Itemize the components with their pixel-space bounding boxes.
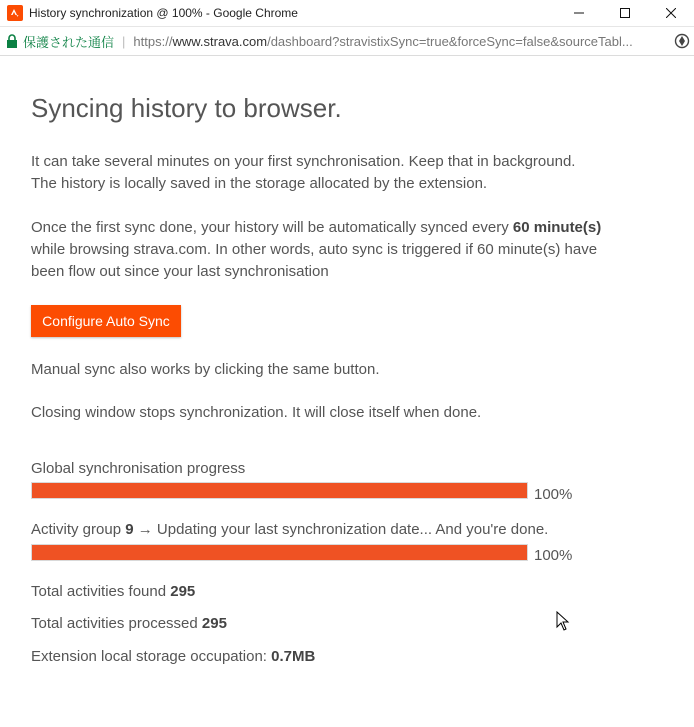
intro-line-2: The history is locally saved in the storage allocated by the extension. <box>31 175 488 192</box>
storage-label: Extension local storage occupation: <box>31 648 272 665</box>
activity-group-status <box>31 519 548 541</box>
extension-icon[interactable] <box>674 33 690 49</box>
storage-value: 0.7MB <box>271 648 316 665</box>
auto-sync-text-2: while browsing strava.com. In other words, auto sync is triggered if 60 minute(s) have been flow out since your last synchronisation <box>31 241 598 280</box>
window-controls <box>556 0 694 26</box>
intro-paragraph <box>31 151 575 195</box>
maximize-icon <box>620 8 630 18</box>
global-progress-fill <box>31 482 528 499</box>
secure-connection-label[interactable]: 保護された通信 <box>23 34 115 50</box>
auto-sync-text-1: Once the first sync done, your history will be automatically synced every <box>31 219 513 236</box>
configure-auto-sync-button[interactable]: Configure Auto Sync <box>31 305 181 337</box>
activity-group-prefix: Activity group <box>31 521 126 538</box>
activity-group-message: → Updating your last synchronization date... And you're done. <box>133 521 549 538</box>
global-progress-label: Global synchronisation progress <box>31 460 246 477</box>
auto-sync-interval-unit: minute(s) <box>533 219 602 236</box>
global-progress-percent: 100% <box>534 486 573 503</box>
activity-progress-bar <box>31 544 528 561</box>
closing-window-text: Closing window stops synchronization. It will close itself when done. <box>31 404 482 421</box>
total-processed-value: 295 <box>201 615 227 632</box>
auto-sync-interval-value: 60 <box>512 219 530 236</box>
strava-app-icon <box>7 5 23 21</box>
window-titlebar <box>0 0 694 27</box>
lock-icon <box>6 34 18 48</box>
close-icon <box>666 8 676 18</box>
total-processed-label: Total activities processed <box>31 615 202 632</box>
address-bar[interactable] <box>0 27 694 56</box>
url-scheme: https:// <box>133 33 173 49</box>
page-title: Syncing history to browser. <box>31 93 342 123</box>
mouse-cursor-icon <box>556 611 570 631</box>
storage-row <box>31 646 315 668</box>
url-text[interactable] <box>133 34 668 49</box>
window-title: History synchronization @ 100% - Google Chrome <box>29 6 298 20</box>
activity-group-number: 9 <box>125 521 134 538</box>
minimize-icon <box>574 8 584 18</box>
close-button[interactable] <box>648 0 694 26</box>
total-found-value: 295 <box>170 583 196 600</box>
minimize-button[interactable] <box>556 0 602 26</box>
url-host: www.strava.com <box>172 33 268 49</box>
activity-progress-percent: 100% <box>534 547 573 564</box>
auto-sync-paragraph <box>31 217 621 283</box>
intro-line-1: It can take several minutes on your first synchronisation. Keep that in background. <box>31 153 576 170</box>
maximize-button[interactable] <box>602 0 648 26</box>
address-separator: | <box>122 33 126 49</box>
global-progress-bar <box>31 482 528 499</box>
activity-progress-fill <box>31 544 528 561</box>
manual-sync-text: Manual sync also works by clicking the same button. <box>31 361 380 378</box>
url-path: /dashboard?stravistixSync=true&forceSync=false&sourceTabl... <box>267 33 633 49</box>
total-found-label: Total activities found <box>31 583 171 600</box>
total-processed-row <box>31 613 227 635</box>
total-found-row <box>31 581 195 603</box>
